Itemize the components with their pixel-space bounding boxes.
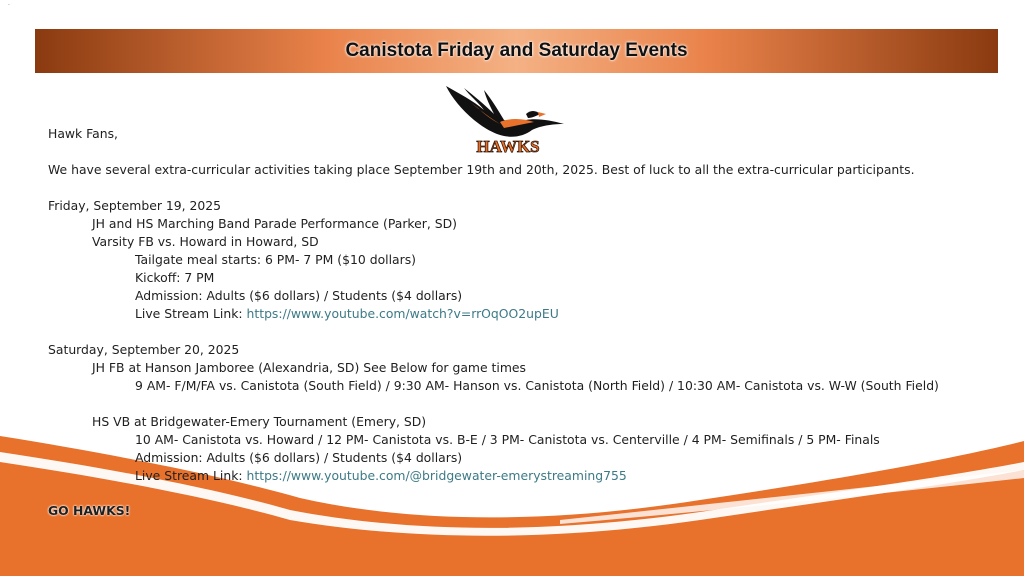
saturday-event-volleyball: HS VB at Bridgewater-Emery Tournament (Emery, SD) (92, 414, 427, 429)
saturday-stream (48, 467, 1008, 485)
saturday-event-jh-football: JH FB at Hanson Jamboree (Alexandria, SD) See Below for game times (92, 360, 526, 375)
title-banner (35, 29, 998, 73)
friday-event-football: Varsity FB vs. Howard in Howard, SD (92, 234, 319, 249)
saturday-jh-football-times: 9 AM- F/M/FA vs. Canistota (South Field) / 9:30 AM- Hanson vs. Canistota (North Field) / 10:30 AM- Canistota vs. W-W (South Field) (135, 378, 939, 393)
logo-wordmark: HAWKS (476, 137, 540, 156)
greeting: Hawk Fans, (48, 126, 118, 141)
intro-paragraph: We have several extra-curricular activities taking place September 19th and 20th, 2025. Best of luck to all the extra-curricular participants. (48, 162, 915, 177)
friday-stream-label: Live Stream Link: (135, 306, 247, 321)
friday-stream-link[interactable]: https://www.youtube.com/watch?v=rrOqOO2upEU (246, 306, 559, 321)
saturday-admission: Admission: Adults ($6 dollars) / Students ($4 dollars) (135, 450, 463, 465)
letter-body (48, 125, 1008, 485)
saturday-stream-label: Live Stream Link: (135, 468, 247, 483)
saturday-stream-link[interactable]: https://www.youtube.com/@bridgewater-emerystreaming755 (246, 468, 627, 483)
page-title: Canistota Friday and Saturday Events (345, 40, 688, 61)
friday-tailgate: Tailgate meal starts: 6 PM- 7 PM ($10 dollars) (135, 252, 417, 267)
saturday-volleyball-times: 10 AM- Canistota vs. Howard / 12 PM- Canistota vs. B-E / 3 PM- Canistota vs. Centerville / 4 PM- Semifinals / 5 PM- Finals (135, 432, 880, 447)
closing-go-hawks: GO HAWKS! (48, 503, 131, 518)
saturday-date: Saturday, September 20, 2025 (48, 342, 240, 357)
friday-stream (48, 305, 1008, 323)
friday-kickoff: Kickoff: 7 PM (135, 270, 215, 285)
friday-date: Friday, September 19, 2025 (48, 198, 222, 213)
corner-mark: · (8, 2, 10, 9)
friday-admission: Admission: Adults ($6 dollars) / Students ($4 dollars) (135, 288, 463, 303)
friday-event-band: JH and HS Marching Band Parade Performance (Parker, SD) (92, 216, 457, 231)
